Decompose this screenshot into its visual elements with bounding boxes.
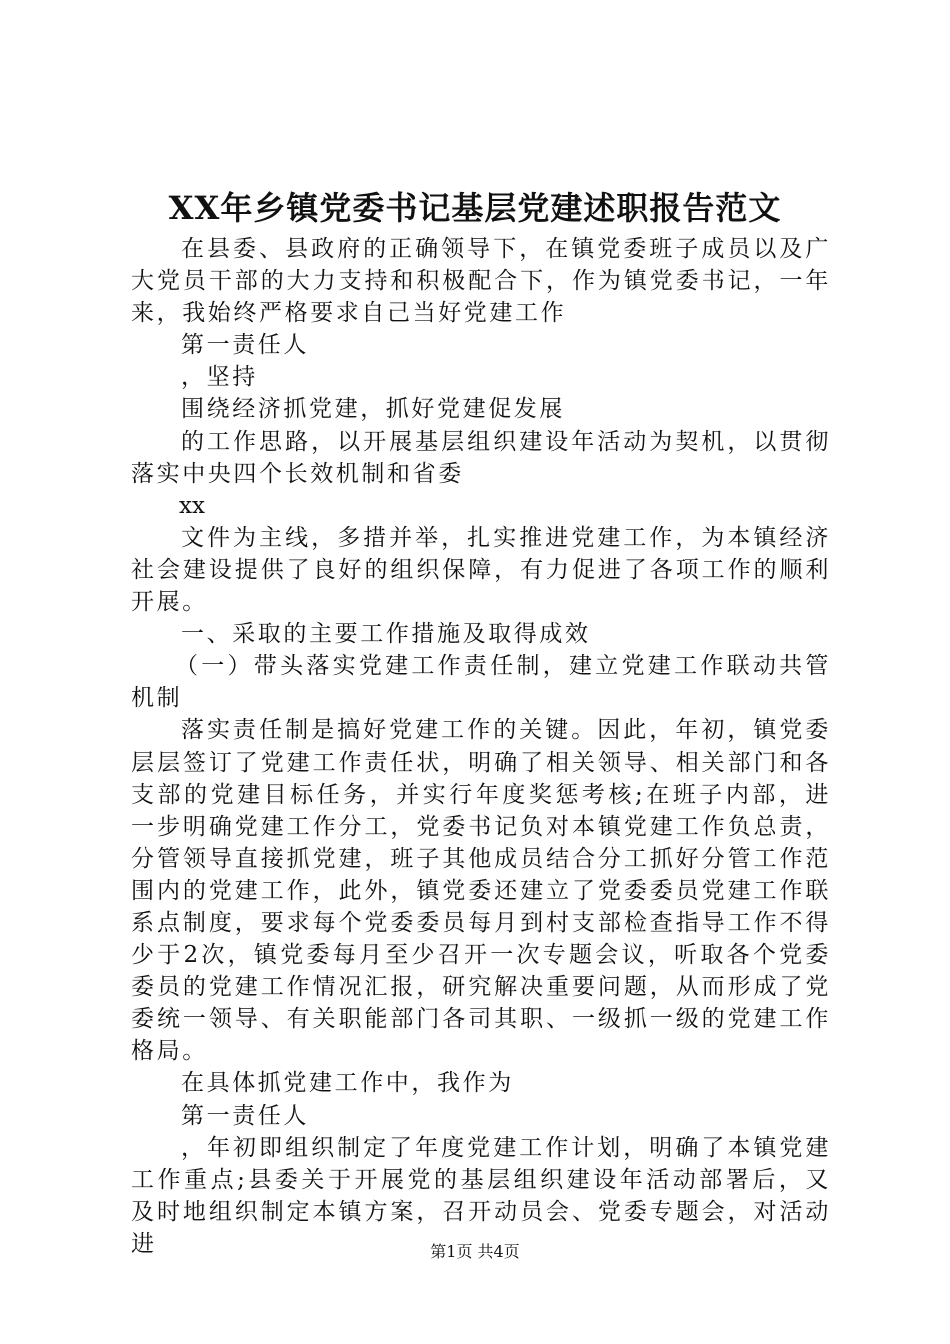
paragraph-main-line: 文件为主线，多措并举，扎实推进党建工作，为本镇经济社会建设提供了良好的组织保障，有力促进了各项工作的顺利开展。 xyxy=(131,524,831,616)
paragraph-intro: 在县委、县政府的正确领导下，在镇党委班子成员以及广大党员干部的大力支持和积极配合下，作为镇党委书记，一年来，我始终严格要求自己当好党建工作 xyxy=(131,236,831,327)
paragraph-first-responsible-repeat: 第一责任人 xyxy=(181,1102,309,1129)
section-heading-measures: 一、采取的主要工作措施及取得成效 xyxy=(181,621,591,648)
paragraph-specific-work: 在具体抓党建工作中，我作为 xyxy=(181,1070,514,1097)
paragraph-first-responsible: 第一责任人 xyxy=(181,332,309,359)
paragraph-work-approach: 的工作思路，以开展基层组织建设年活动为契机，以贯彻落实中央四个长效机制和省委 xyxy=(131,428,831,487)
paragraph-principle: 围绕经济抓党建，抓好党建促发展 xyxy=(181,396,565,423)
paragraph-responsibility-system: 落实责任制是搞好党建工作的关键。因此，年初，镇党委层层签订了党建工作责任状，明确了相关领导、相关部门和各支部的党建目标任务，并实行年度奖惩考核;在班子内部，进一步明确党建工作分工，党委书记负对本镇党建工作负总责，分管领导直接抓党建，班子其他成员结合分工抓好分管工作范围内的党建工作，此外，镇党委还建立了党委委员党建工作联系点制度，要求每个党委委员每月到村支部检查指导工作不得少于2次，镇党委每月至少召开一次专题会议，听取各个党委委员的党建工作情况汇报，研究解决重要问题，从而形成了党委统一领导、有关职能部门各司其职、一级抓一级的党建工作格局。 xyxy=(131,717,831,1065)
page-number-footer: 第1页 共4页 xyxy=(430,1242,520,1261)
document-body xyxy=(131,233,831,1260)
document-title: XX年乡镇党委书记基层党建述职报告范文 xyxy=(168,189,782,227)
paragraph-annual-plan: ，年初即组织制定了年度党建工作计划，明确了本镇党建工作重点;县委关于开展党的基层组织建设年活动部署后，又及时地组织制定本镇方案，召开动员会、党委专题会，对活动进 xyxy=(131,1134,831,1257)
subsection-heading-one: （一）带头落实党建工作责任制，建立党建工作联动共管机制 xyxy=(131,653,831,712)
paragraph-adhere: ，坚持 xyxy=(181,364,258,391)
paragraph-placeholder-xx: xx xyxy=(179,492,205,519)
